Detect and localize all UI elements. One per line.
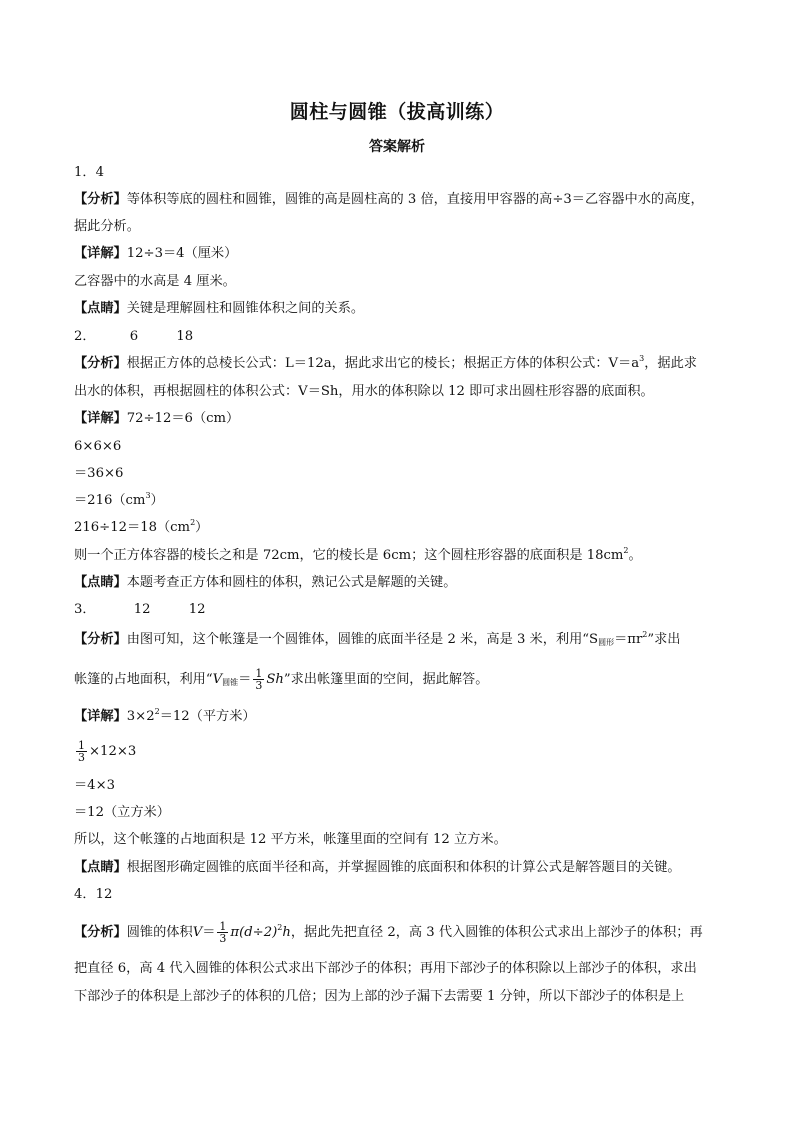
- q2-number-line: [74, 328, 193, 346]
- superscript: 2: [277, 923, 283, 932]
- q3-note: [74, 859, 681, 877]
- note-tag: 【点睛】: [74, 575, 127, 590]
- formula-text: ＝: [202, 925, 216, 940]
- fraction: [253, 668, 264, 691]
- analysis-text: ，据此求: [644, 356, 697, 371]
- formula-text: ＝πr: [614, 632, 643, 647]
- detail-tag: 【详解】: [74, 411, 127, 426]
- superscript: 2: [190, 518, 196, 527]
- q3-number: 3．: [74, 602, 96, 617]
- q1-analysis-line-2: 据此分析。: [74, 219, 140, 234]
- analysis-tag: 【分析】: [74, 192, 127, 207]
- superscript: 2: [642, 630, 648, 639]
- fraction-numerator: 1: [78, 739, 85, 752]
- note-tag: 【点睛】: [74, 860, 127, 875]
- detail-text: ×12×3: [89, 744, 137, 759]
- q2-analysis-line-2: 出水的体积，再根据圆柱的体积公式：V＝Sh，用水的体积除以 12 即可求出圆柱形容器的底面积。: [74, 384, 654, 399]
- detail-text: ）: [195, 520, 209, 535]
- analysis-text: ”求出帐篷里面的空间，据此解答。: [283, 672, 489, 687]
- fraction-denominator: 3: [78, 751, 85, 764]
- detail-tag: 【详解】: [74, 246, 127, 261]
- analysis-tag: 【分析】: [74, 356, 127, 371]
- q3-detail-line-5: 所以，这个帐篷的占地面积是 12 平方米，帐篷里面的空间有 12 立方米。: [74, 832, 507, 847]
- note-text: 关键是理解圆柱和圆锥体积之间的关系。: [126, 301, 365, 316]
- q1-detail-line-2: 乙容器中的水高是 4 厘米。: [74, 274, 236, 289]
- fraction: [217, 921, 228, 944]
- detail-text: 则一个正方体容器的棱长之和是 72cm，它的棱长是 6cm；这个圆柱形容器的底面积是 18cm: [74, 548, 624, 563]
- q1-number: 1．4: [74, 165, 104, 180]
- q2-detail-line-3: ＝36×6: [74, 466, 124, 481]
- detail-tag: 【详解】: [74, 709, 127, 724]
- fraction: [76, 740, 87, 763]
- q1-analysis-line-1: [74, 191, 704, 209]
- q2-answer-1: 6: [129, 329, 139, 344]
- analysis-text: ，据此先把直径 2，高 3 代入圆锥的体积公式求出上部沙子的体积；再: [290, 925, 703, 940]
- formula-symbol: h: [282, 925, 291, 940]
- note-text: 本题考查正方体和圆柱的体积，熟记公式是解题的关键。: [126, 575, 457, 590]
- detail-text: ）: [150, 493, 164, 508]
- analysis-text: 根据正方体的总棱长公式：L＝12a，据此求出它的棱长；根据正方体的体积公式：V＝a: [126, 356, 640, 371]
- detail-text: ＝12（平方米）: [159, 709, 256, 724]
- superscript: 2: [154, 707, 160, 716]
- q3-detail-line-3: ＝4×3: [74, 778, 116, 793]
- detail-text: 。: [628, 548, 642, 563]
- note-tag: 【点睛】: [74, 301, 127, 316]
- q2-note: [74, 574, 456, 592]
- formula-symbol: V: [192, 925, 203, 940]
- analysis-text: 等体积等底的圆柱和圆锥，圆锥的高是圆柱高的 3 倍，直接用甲容器的高÷3＝乙容器中水的高度，: [126, 192, 704, 207]
- q4-analysis-line-3: 下部沙子的体积是上部沙子的体积的几倍；因为上部的沙子漏下去需要 1 分钟，所以下部沙子的体积是上: [74, 989, 685, 1004]
- analysis-text: 由图可知，这个帐篷是一个圆锥体，圆锥的底面半径是 2 米，高是 3 米，利用“: [126, 632, 590, 647]
- analysis-text: ”求出: [647, 632, 681, 647]
- fraction-denominator: 3: [219, 932, 227, 945]
- detail-text: ＝216（cm: [74, 493, 146, 508]
- q3-analysis-line-2: [74, 668, 488, 691]
- q3-answer-1: 12: [133, 602, 151, 617]
- q4-analysis-line-2: 把直径 6，高 4 代入圆锥的体积公式求出下部沙子的体积；再用下部沙子的体积除以上部沙子的体积，求出: [74, 961, 697, 976]
- subscript: 圆锥: [222, 678, 239, 687]
- q4-analysis-line-1: [74, 921, 703, 944]
- q3-number-line: [74, 601, 206, 619]
- detail-text: 3×2: [126, 709, 155, 724]
- q2-detail-line-6: [74, 547, 642, 565]
- analysis-tag: 【分析】: [74, 925, 127, 940]
- q3-detail-line-4: ＝12（立方米）: [74, 805, 170, 820]
- superscript: 3: [145, 491, 151, 500]
- page-title: 圆柱与圆锥（拔高训练）: [289, 101, 505, 123]
- q1-note: [74, 300, 364, 318]
- superscript: 2: [623, 546, 629, 555]
- q1-detail-line-1: [74, 245, 237, 263]
- analysis-text: 圆锥的体积: [126, 925, 193, 940]
- formula-text: ＝: [238, 672, 252, 687]
- note-text: 根据图形确定圆锥的底面半径和高，并掌握圆锥的底面积和体积的计算公式是解答题目的关键。: [126, 860, 681, 875]
- analysis-tag: 【分析】: [74, 632, 127, 647]
- q3-detail-line-2: [74, 740, 136, 763]
- detail-text: 216÷12＝18（cm: [74, 520, 191, 535]
- q2-detail-line-4: [74, 492, 164, 510]
- subscript: 圆形: [598, 638, 615, 647]
- detail-text: 72÷12＝6（cm）: [126, 411, 240, 426]
- q2-detail-line-5: [74, 519, 208, 537]
- fraction-denominator: 3: [255, 679, 263, 692]
- q2-number: 2．: [74, 329, 96, 344]
- detail-text: 12÷3＝4（厘米）: [126, 246, 238, 261]
- q3-answer-2: 12: [188, 602, 206, 617]
- q2-analysis-line-1: [74, 355, 697, 373]
- q4-number: 4．12: [74, 887, 113, 902]
- formula-symbol: S: [589, 632, 599, 647]
- q2-detail-line-1: [74, 410, 239, 428]
- q2-answer-2: 18: [176, 329, 194, 344]
- analysis-text: 帐篷的占地面积，利用“: [74, 672, 213, 687]
- q3-analysis-line-1: [74, 631, 680, 649]
- q3-detail-line-1: [74, 708, 256, 726]
- fraction-numerator: 1: [219, 920, 227, 933]
- formula-symbol: V: [212, 672, 223, 687]
- q2-detail-line-2: 6×6×6: [74, 439, 122, 454]
- page-subtitle: 答案解析: [369, 139, 425, 155]
- formula-text: π(d÷2): [230, 925, 278, 940]
- superscript: 3: [639, 354, 645, 363]
- fraction-numerator: 1: [255, 667, 263, 680]
- formula-symbol: Sh: [266, 672, 284, 687]
